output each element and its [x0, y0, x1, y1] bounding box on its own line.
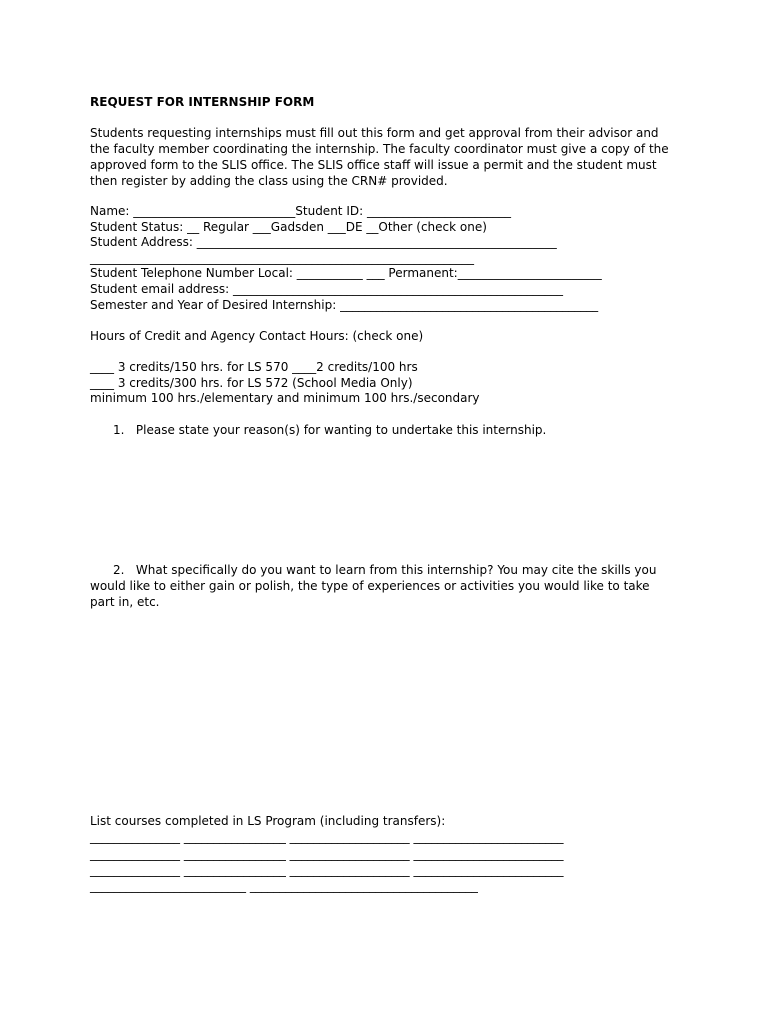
semester-field[interactable]: Semester and Year of Desired Internship: ___________________________________________ — [90, 298, 599, 312]
courses-line-3[interactable]: _______________ _________________ ____________________ _________________________ — [90, 863, 564, 877]
email-field[interactable]: Student email address: _______________________________________________________ — [90, 282, 563, 296]
telephone-field[interactable]: Student Telephone Number Local: ___________ ___ Permanent:________________________ — [90, 266, 602, 280]
form-title: REQUEST FOR INTERNSHIP FORM — [90, 95, 315, 109]
hours-heading: Hours of Credit and Agency Contact Hours: (check one) — [90, 329, 424, 343]
student-address-field[interactable]: Student Address: ____________________________________________________________ — [90, 235, 557, 249]
question-2-line-1: 2. What specifically do you want to learn from this internship? You may cite the skills you — [113, 563, 657, 577]
courses-line-4[interactable]: __________________________ ______________________________________ — [90, 879, 478, 893]
intro-line-3: approved form to the SLIS office. The SLIS office staff will issue a permit and the student must — [90, 158, 657, 172]
intro-line-2: the faculty member coordinating the internship. The faculty coordinator must give a copy of the — [90, 142, 669, 156]
name-field[interactable]: Name: ___________________________Student ID: ________________________ — [90, 204, 511, 218]
question-1: 1. Please state your reason(s) for wanting to undertake this internship. — [113, 423, 547, 437]
intro-line-4: then register by adding the class using the CRN# provided. — [90, 174, 448, 188]
student-address-field-line-2[interactable]: ________________________________________________________________ — [90, 251, 474, 265]
hours-option-1[interactable]: ____ 3 credits/150 hrs. for LS 570 ____2 credits/100 hrs — [90, 360, 418, 374]
courses-line-1[interactable]: _______________ _________________ ____________________ _________________________ — [90, 830, 564, 844]
hours-note: minimum 100 hrs./elementary and minimum 100 hrs./secondary — [90, 391, 480, 405]
intro-line-1: Students requesting internships must fill out this form and get approval from their advisor and — [90, 126, 659, 140]
courses-line-2[interactable]: _______________ _________________ ____________________ _________________________ — [90, 847, 564, 861]
courses-heading: List courses completed in LS Program (including transfers): — [90, 814, 446, 828]
question-2-line-2: would like to either gain or polish, the type of experiences or activities you would like to take — [90, 579, 650, 593]
student-status-field[interactable]: Student Status: __ Regular ___Gadsden ___DE __Other (check one) — [90, 220, 487, 234]
question-2-line-3: part in, etc. — [90, 595, 160, 609]
hours-option-2[interactable]: ____ 3 credits/300 hrs. for LS 572 (School Media Only) — [90, 376, 413, 390]
